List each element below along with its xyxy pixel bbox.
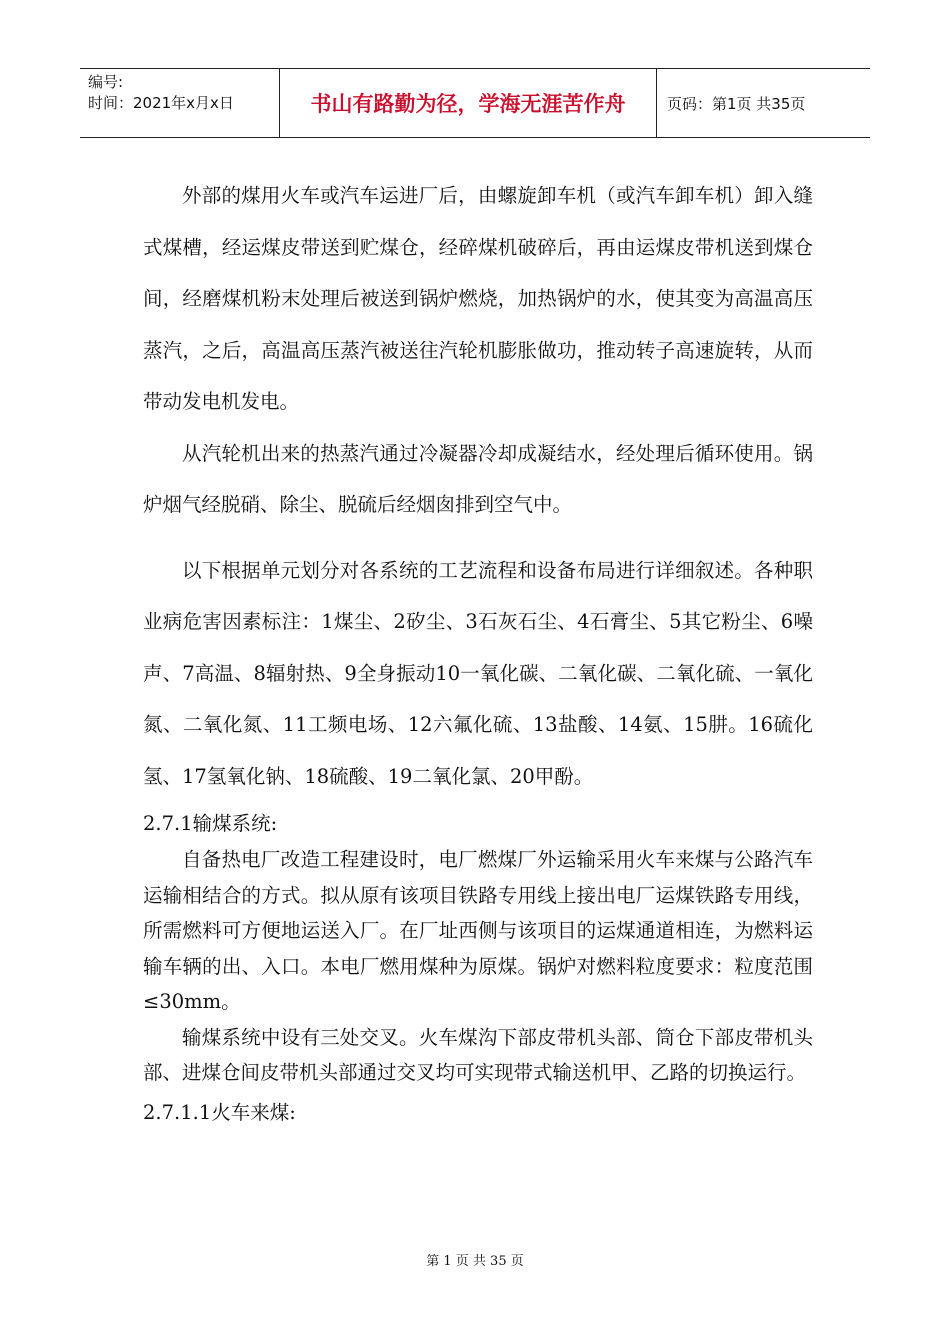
page-header [80, 68, 870, 138]
header-left-cell [80, 69, 280, 137]
paragraph-hazard-factors: 以下根据单元划分对各系统的工艺流程和设备布局进行详细叙述。各种职业病危害因素标注：1煤尘、2矽尘、3石灰石尘、4石膏尘、5其它粉尘、6噪声、7高温、8辐射热、9全身振动10一氧化碳、二氧化碳、二氧化硫、一氧化氮、二氧化氮、11工频电场、12六氟化硫、13盐酸、14氨、15肼。16硫化氢、17氢氧化钠、18硫酸、19二氧化氯、20甲酚。 [143, 558, 813, 788]
header-motto: 书山有路勤为径，学海无涯苦作舟 [280, 69, 657, 137]
paragraph-coal-crossings: 输煤系统中设有三处交叉。火车煤沟下部皮带机头部、筒仓下部皮带机头部、进煤仓间皮带机头部通过交叉均可实现带式输送机甲、乙路的切换运行。 [143, 1025, 813, 1084]
paragraph-condensate-flue: 从汽轮机出来的热蒸汽通过冷凝器冷却成凝结水，经处理后循环使用。锅炉烟气经脱硝、除尘、脱硫后经烟囱排到空气中。 [143, 441, 813, 516]
document-time-label: 时间：2021年x月x日 [88, 94, 234, 112]
paragraph-coal-transport: 自备热电厂改造工程建设时，电厂燃煤厂外运输采用火车来煤与公路汽车运输相结合的方式。拟从原有该项目铁路专用线上接出电厂运煤铁路专用线，所需燃料可方便地运送入厂。在厂址西侧与该项目的运煤通道相连，为燃料运输车辆的出、入口。本电厂燃用煤种为原煤。锅炉对燃料粒度要求：粒度范围≤30mm。 [143, 848, 813, 1013]
document-body [143, 170, 813, 1131]
paragraph-process-overview: 外部的煤用火车或汽车运进厂后，由螺旋卸车机（或汽车卸车机）卸入缝式煤槽，经运煤皮带送到贮煤仓，经碎煤机破碎后，再由运煤皮带机送到煤仓间，经磨煤机粉末处理后被送到锅炉燃烧，加热锅炉的水，使其变为高温高压蒸汽，之后，高温高压蒸汽被送往汽轮机膨胀做功，推动转子高速旋转，从而带动发电机发电。 [143, 184, 813, 413]
header-page-info: 页码：第1页 共35页 [667, 94, 806, 113]
document-number-label: 编号: [88, 73, 124, 91]
section-heading-train-coal: 2.7.1.1火车来煤: [143, 1100, 296, 1124]
page-footer: 第 1 页 共 35 页 [426, 1254, 524, 1269]
section-heading-coal-handling: 2.7.1输煤系统: [143, 812, 278, 835]
